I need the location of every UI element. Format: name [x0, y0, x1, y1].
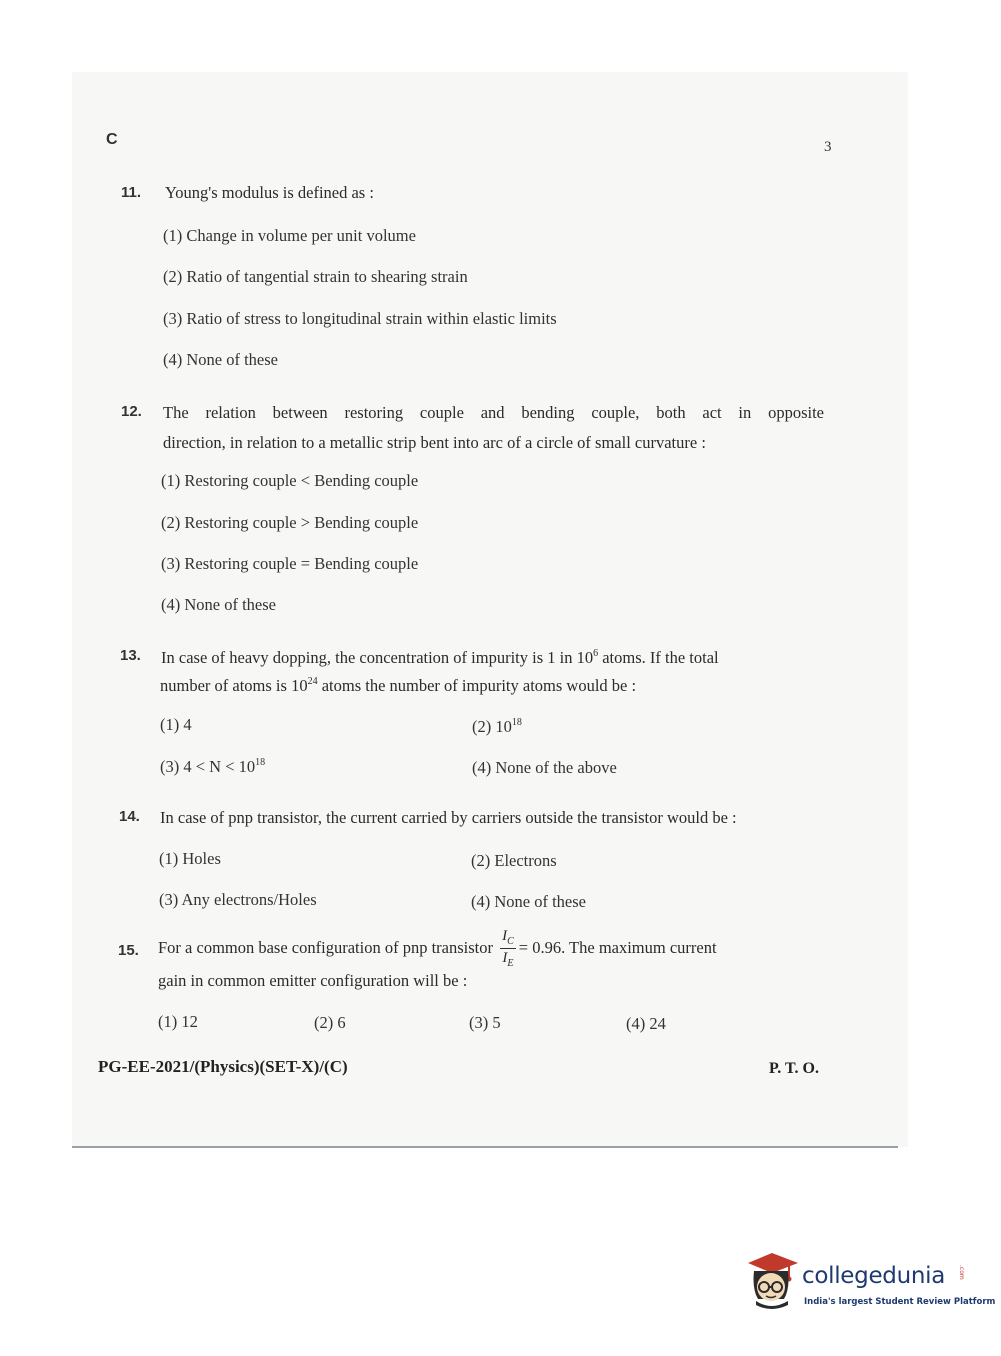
option: (3) 5	[469, 1013, 501, 1032]
page-number: 3	[824, 139, 832, 155]
question-text: Young's modulus is defined as :	[165, 183, 374, 202]
brand-tagline: India's largest Student Review Platform	[804, 1297, 996, 1307]
option: (4) None of these	[161, 595, 277, 614]
brand-domain: .com	[958, 1265, 965, 1280]
option: (4) None of the above	[472, 758, 617, 777]
option: (3) Ratio of stress to longitudinal strain within elastic limits	[163, 309, 557, 328]
paper-code: PG-EE-2021/(Physics)(SET-X)/(C)	[98, 1057, 348, 1076]
option: (3) Any electrons/Holes	[159, 890, 317, 909]
collegedunia-watermark	[744, 1249, 996, 1319]
pto-label: P. T. O.	[769, 1060, 819, 1077]
option: (1) Change in volume per unit volume	[163, 226, 416, 245]
question-number: 11.	[121, 184, 142, 201]
option: (2) $10^{18}$	[472, 716, 522, 736]
option: (4) None of these	[471, 892, 587, 911]
page-edge-line	[72, 1146, 898, 1148]
current-ratio-fraction: $\frac{I_C}{I_E}$	[502, 928, 514, 969]
question-number: 13.	[120, 647, 141, 664]
question-text: For a common base configuration of pnp transistor $\frac{I_C}{I_E}$ = 0.96. The maximum current	[158, 928, 717, 969]
option: (2) 6	[314, 1013, 346, 1032]
question-text: gain in common emitter configuration will be :	[158, 971, 468, 990]
brand-name: collegedunia	[802, 1263, 946, 1289]
option: (3) Restoring couple = Bending couple	[161, 554, 419, 573]
question-text: The relation between restoring couple and bending couple, both act in opposite	[163, 403, 824, 422]
option: (1) Holes	[159, 849, 221, 868]
option: (3) $4 < N < 10^{18}$	[160, 756, 266, 776]
set-letter: C	[106, 131, 118, 148]
question-text: In case of pnp transistor, the current carried by carriers outside the transistor would be :	[160, 808, 737, 827]
question-text: In case of heavy dopping, the concentration of impurity is 1 in $10^6$ atoms. If the total	[161, 647, 719, 667]
option: (1) 12	[158, 1012, 198, 1031]
option: (4) 24	[626, 1014, 666, 1033]
option: (2) Restoring couple > Bending couple	[161, 513, 419, 532]
option: (1) 4	[160, 715, 192, 734]
question-text: direction, in relation to a metallic strip bent into arc of a circle of small curvature :	[163, 433, 706, 452]
option: (4) None of these	[163, 350, 279, 369]
graduate-mascot-icon	[744, 1249, 800, 1311]
option: (2) Electrons	[471, 851, 557, 870]
question-text: number of atoms is $10^{24}$ atoms the number of impurity atoms would be :	[160, 675, 637, 695]
question-number: 12.	[121, 403, 142, 420]
question-number: 15.	[118, 942, 139, 959]
option: (1) Restoring couple < Bending couple	[161, 471, 419, 490]
question-number: 14.	[119, 808, 140, 825]
option: (2) Ratio of tangential strain to shearing strain	[163, 267, 468, 286]
